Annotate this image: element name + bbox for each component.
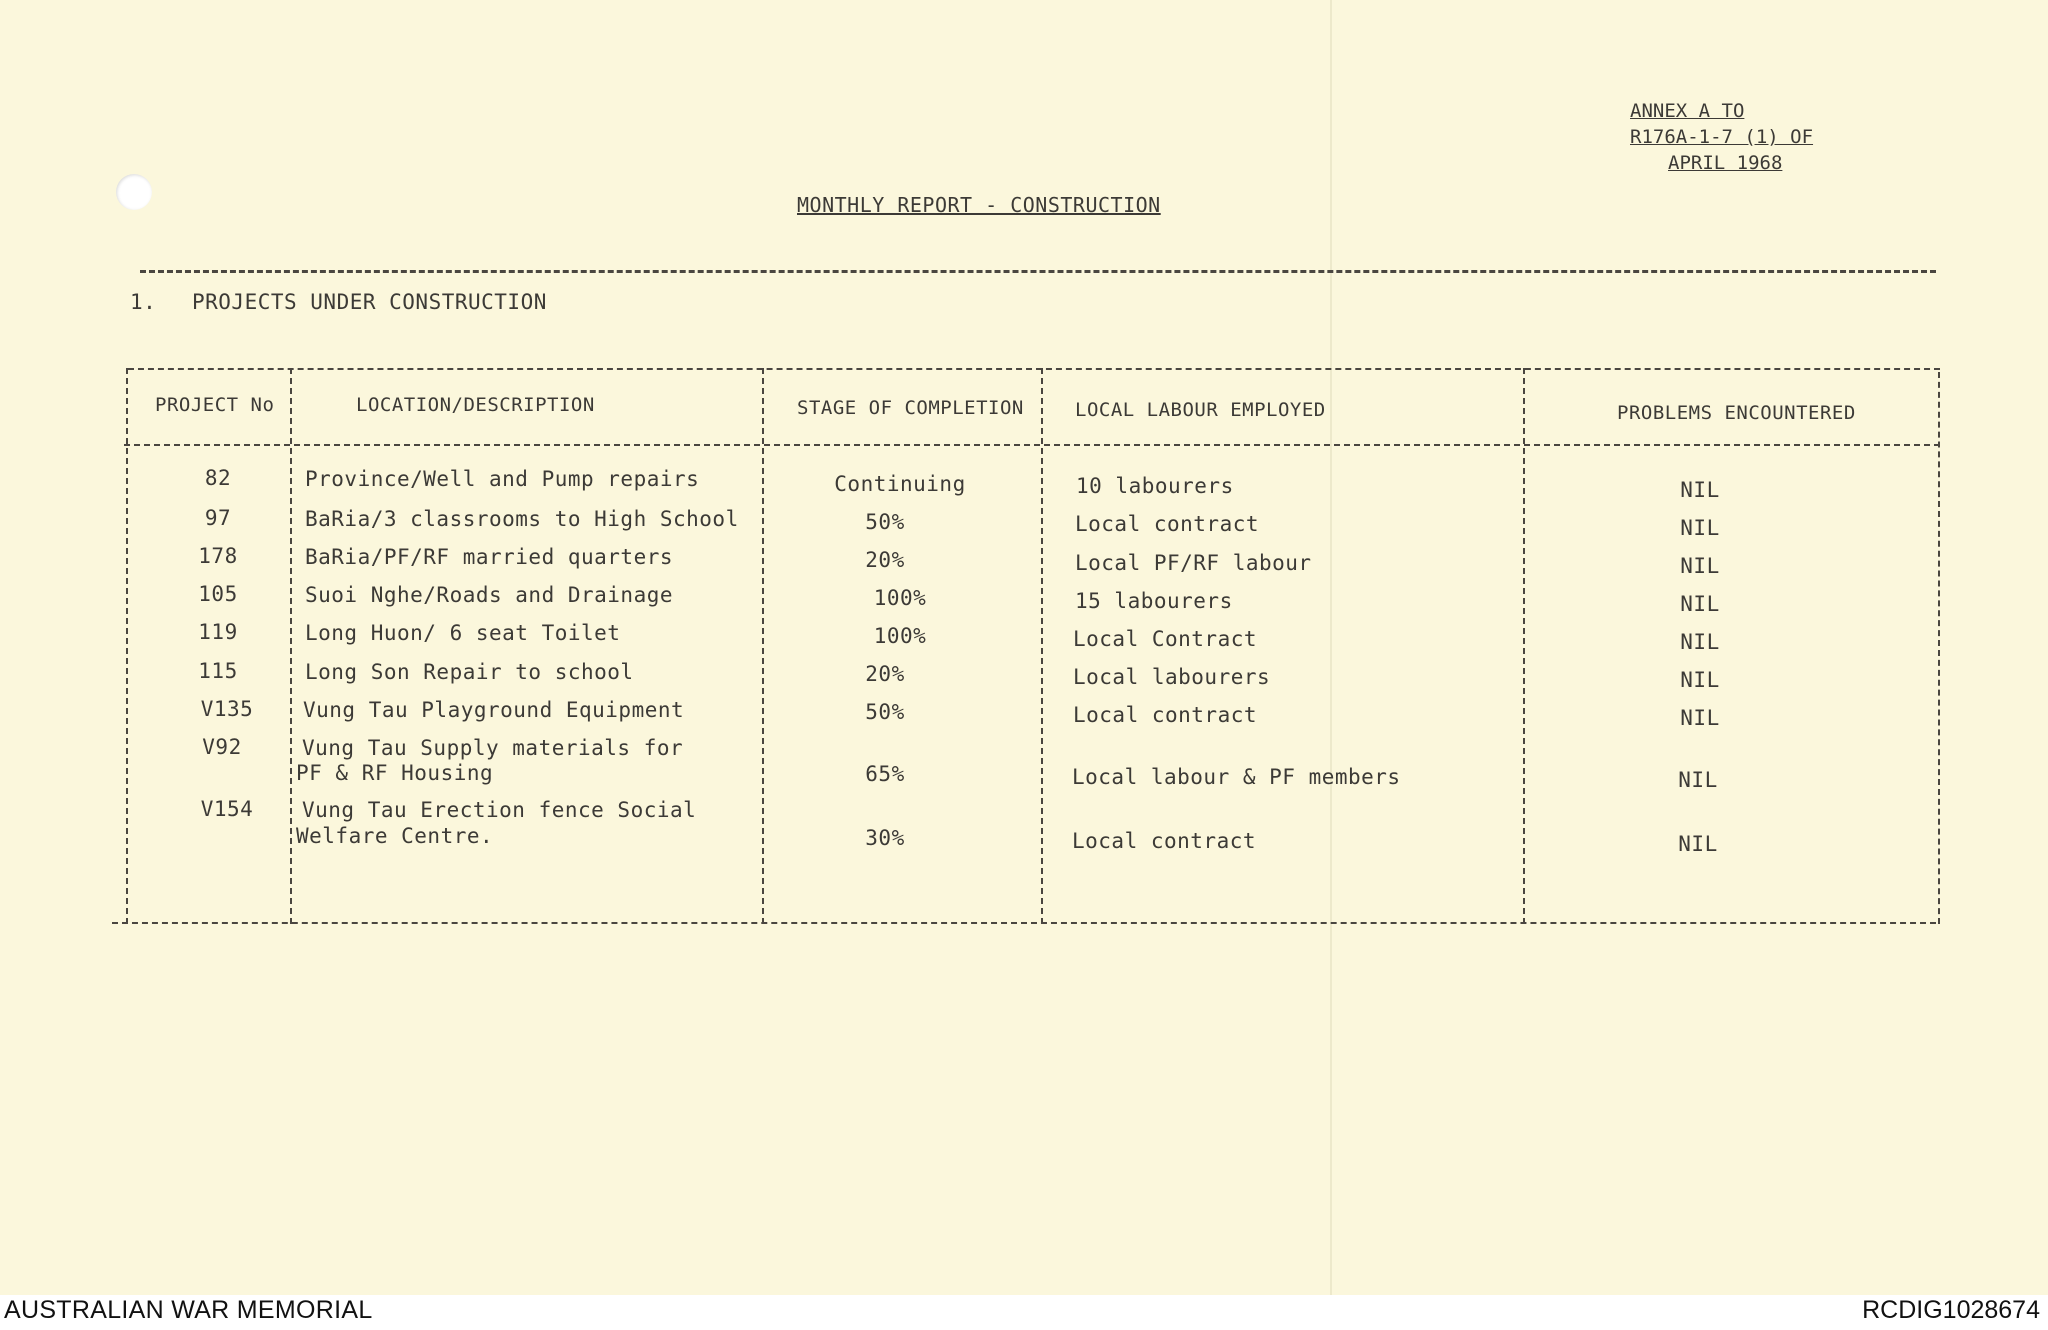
stage-of-completion: 20% xyxy=(865,662,905,686)
problems: NIL xyxy=(1680,706,1720,730)
problems: NIL xyxy=(1680,554,1720,578)
table-col-rule-4 xyxy=(1523,368,1525,924)
stage-of-completion: 30% xyxy=(865,826,905,850)
location-description: Vung Tau Erection fence Social xyxy=(302,798,697,822)
project-no: V92 xyxy=(202,735,242,759)
local-labour: Local contract xyxy=(1073,703,1258,727)
problems: NIL xyxy=(1680,516,1720,540)
problems: NIL xyxy=(1680,630,1720,654)
project-no: 105 xyxy=(198,582,238,606)
table-col-rule-3 xyxy=(1041,368,1043,924)
table-col-rule-1 xyxy=(290,368,292,924)
project-no: 119 xyxy=(198,620,238,644)
section-number: 1. xyxy=(130,290,157,314)
table-bottom-rule xyxy=(112,922,1936,924)
paper-fold xyxy=(1330,0,1332,1295)
problems: NIL xyxy=(1680,478,1720,502)
stage-of-completion: 100% xyxy=(873,586,927,610)
table-header-rule xyxy=(124,444,1940,446)
project-no: V135 xyxy=(200,697,254,721)
local-labour: 15 labourers xyxy=(1075,589,1233,613)
location-description: Vung Tau Supply materials for xyxy=(302,736,684,760)
archive-id: RCDIG1028674 xyxy=(1862,1296,2040,1324)
annex-line-3: APRIL 1968 xyxy=(1668,152,1783,174)
header-location: LOCATION/DESCRIPTION xyxy=(356,394,595,416)
project-no: 178 xyxy=(198,544,238,568)
location-description: Vung Tau Playground Equipment xyxy=(303,698,685,722)
problems: NIL xyxy=(1678,768,1718,792)
location-description: Suoi Nghe/Roads and Drainage xyxy=(305,583,674,607)
problems: NIL xyxy=(1680,668,1720,692)
stage-of-completion: 65% xyxy=(865,762,905,786)
local-labour: 10 labourers xyxy=(1076,474,1234,498)
annex-line-1: ANNEX A TO xyxy=(1630,100,1745,122)
local-labour: Local contract xyxy=(1072,829,1257,853)
title-divider xyxy=(140,270,1936,273)
archive-credit: AUSTRALIAN WAR MEMORIAL xyxy=(4,1296,373,1324)
table-left-rule xyxy=(126,368,128,924)
header-problems: PROBLEMS ENCOUNTERED xyxy=(1617,402,1856,424)
location-description-line-2: Welfare Centre. xyxy=(296,824,494,848)
section-heading xyxy=(130,290,547,314)
location-description: Long Son Repair to school xyxy=(305,660,634,684)
table-col-rule-2 xyxy=(762,368,764,924)
project-no: 97 xyxy=(204,506,232,530)
local-labour: Local labourers xyxy=(1073,665,1271,689)
location-description: Province/Well and Pump repairs xyxy=(305,467,700,491)
project-no: 82 xyxy=(204,466,232,490)
project-no: V154 xyxy=(200,797,254,821)
location-description: BaRia/PF/RF married quarters xyxy=(305,545,674,569)
local-labour: Local PF/RF labour xyxy=(1075,551,1312,575)
location-description: BaRia/3 classrooms to High School xyxy=(305,507,739,531)
annex-reference xyxy=(1630,98,1813,176)
location-description: Long Huon/ 6 seat Toilet xyxy=(305,621,621,645)
page-title: MONTHLY REPORT - CONSTRUCTION xyxy=(797,193,1161,217)
table-right-rule xyxy=(1938,372,1940,924)
table-top-rule xyxy=(128,368,1940,370)
stage-of-completion: 50% xyxy=(865,700,905,724)
local-labour: Local labour & PF members xyxy=(1072,765,1401,789)
project-no: 115 xyxy=(198,659,238,683)
problems: NIL xyxy=(1678,832,1718,856)
stage-of-completion: Continuing xyxy=(834,472,966,496)
header-stage: STAGE OF COMPLETION xyxy=(797,397,1024,419)
header-labour: LOCAL LABOUR EMPLOYED xyxy=(1075,399,1326,421)
annex-line-2: R176A-1-7 (1) OF xyxy=(1630,126,1814,148)
location-description-line-2: PF & RF Housing xyxy=(296,761,494,785)
problems: NIL xyxy=(1680,592,1720,616)
stage-of-completion: 100% xyxy=(873,624,927,648)
section-title: PROJECTS UNDER CONSTRUCTION xyxy=(192,290,547,314)
punch-hole xyxy=(116,174,152,210)
stage-of-completion: 50% xyxy=(865,510,905,534)
header-project-no: PROJECT No xyxy=(155,394,275,416)
stage-of-completion: 20% xyxy=(865,548,905,572)
local-labour: Local Contract xyxy=(1073,627,1258,651)
local-labour: Local contract xyxy=(1075,512,1260,536)
